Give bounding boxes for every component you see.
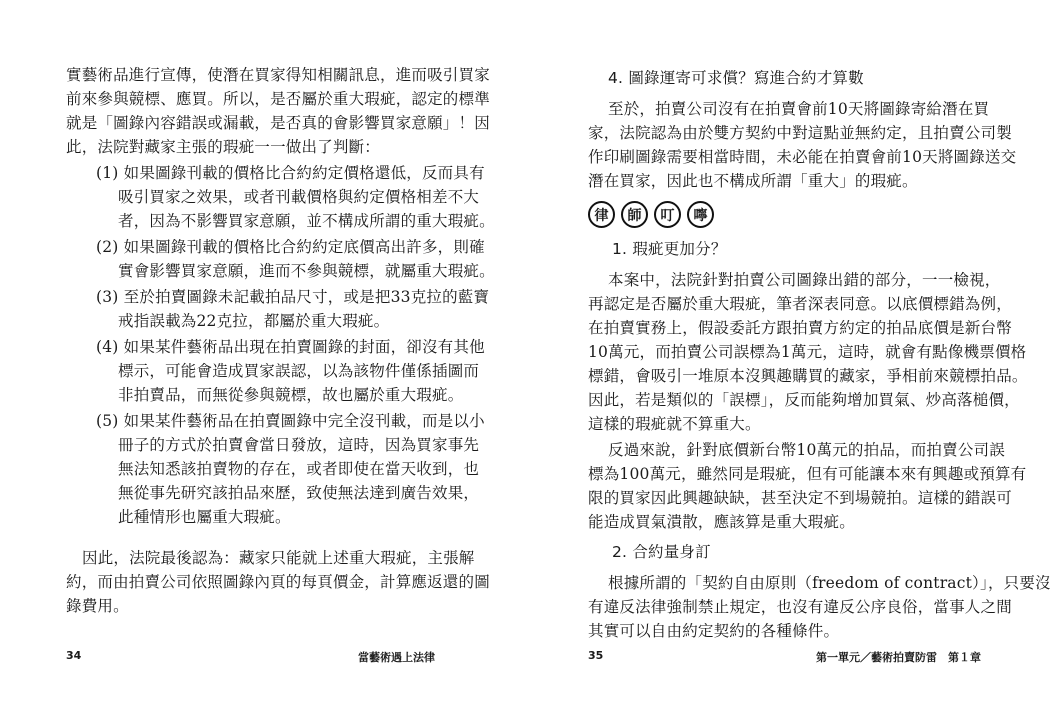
- section-heading: 2. 合約量身訂: [612, 543, 711, 561]
- right-page: [500, 0, 1051, 709]
- text-line: 戒指誤載為22克拉，都屬於重大瑕疵。: [118, 312, 390, 330]
- running-title: 當藝術遇上法律: [358, 651, 435, 664]
- text-line: 其實可以自由約定契約的各種條件。: [588, 622, 840, 640]
- text-line: 者，因為不影響買家意願，並不構成所謂的重大瑕疵。: [118, 212, 495, 230]
- text-line: 在拍賣實務上，假設委託方跟拍賣方約定的拍品底價是新台幣: [588, 319, 1012, 337]
- text-line: 家，法院認為由於雙方契約中對這點並無約定，且拍賣公司製: [588, 124, 1012, 142]
- text-line: 冊子的方式於拍賣會當日發放，這時，因為買家事先: [118, 436, 480, 454]
- list-item-5: (5) 如果某件藝術品在拍賣圖錄中完全沒刊載，而是以小: [96, 412, 485, 430]
- text-line: 前來參與競標、應買。所以，是否屬於重大瑕疵，認定的標準: [66, 90, 490, 108]
- section-heading: 4. 圖錄運寄可求償？寫進合約才算數: [608, 69, 864, 87]
- text-line: 錄費用。: [66, 597, 129, 615]
- text-line: 有違反法律強制禁止規定，也沒有違反公序良俗，當事人之間: [588, 598, 1012, 616]
- text-line: 因此，若是類似的「誤標」，反而能夠增加買氣、炒高落槌價，: [588, 391, 1020, 409]
- page-number: 35: [588, 649, 604, 662]
- text-line: 標示，可能會造成買家誤認，以為該物件僅係插圖而: [118, 362, 480, 380]
- text-line: 根據所謂的「契約自由原則（freedom of contract）」，只要沒: [608, 574, 1051, 592]
- badge-char: 嚀: [687, 201, 714, 228]
- text-line: 潛在買家，因此也不構成所謂「重大」的瑕疵。: [588, 172, 918, 190]
- left-page: [0, 0, 500, 709]
- text-line: 標錯，會吸引一堆原本沒興趣購買的藏家，爭相前來競標拍品。: [588, 367, 1028, 385]
- text-line: 反過來說，針對底價新台幣10萬元的拍品，而拍賣公司誤: [608, 441, 1005, 459]
- text-line: 此種情形也屬重大瑕疵。: [118, 508, 291, 526]
- list-item-3: (3) 至於拍賣圖錄未記載拍品尺寸，或是把33克拉的藍寶: [96, 288, 490, 306]
- text-line: 作印刷圖錄需要相當時間，未必能在拍賣會前10天將圖錄送交: [588, 148, 1017, 166]
- text-line: 10萬元，而拍賣公司誤標為1萬元，這時，就會有點像機票價格: [588, 343, 1027, 361]
- text-line: 實會影響買家意願，進而不參與競標，就屬重大瑕疵。: [118, 262, 495, 280]
- list-item-2: (2) 如果圖錄刊載的價格比合約約定底價高出許多，則確: [96, 238, 485, 256]
- text-line: 本案中，法院針對拍賣公司圖錄出錯的部分，一一檢視，: [608, 271, 1001, 289]
- text-line: 此，法院對藏家主張的瑕疵一一做出了判斷：: [66, 138, 381, 156]
- text-line: 吸引買家之效果，或者刊載價格與約定價格相差不大: [118, 188, 480, 206]
- list-item-4: (4) 如果某件藝術品出現在拍賣圖錄的封面，卻沒有其他: [96, 338, 485, 356]
- lawyer-reminder-badge: [588, 201, 714, 228]
- text-line: 因此，法院最後認為：藏家只能就上述重大瑕疵，主張解: [82, 549, 475, 567]
- list-item-1: (1) 如果圖錄刊載的價格比合約約定價格還低，反而具有: [96, 164, 485, 182]
- running-title: 第一單元／藝術拍賣防雷 第１章: [816, 651, 981, 664]
- section-heading: 1. 瑕疵更加分？: [612, 240, 727, 258]
- page-number: 34: [66, 649, 82, 662]
- text-line: 能造成買氣潰散，應該算是重大瑕疵。: [588, 513, 855, 531]
- text-line: 這樣的瑕疵就不算重大。: [588, 415, 761, 433]
- text-line: 約，而由拍賣公司依照圖錄內頁的每頁價金，計算應返還的圖: [66, 573, 490, 591]
- badge-char: 叮: [654, 201, 681, 228]
- badge-char: 師: [621, 201, 648, 228]
- text-line: 標為100萬元，雖然同是瑕疵，但有可能讓本來有興趣或預算有: [588, 465, 1027, 483]
- text-line: 非拍賣品，而無從參與競標，故也屬於重大瑕疵。: [118, 386, 464, 404]
- badge-char: 律: [588, 201, 615, 228]
- text-line: 至於，拍賣公司沒有在拍賣會前10天將圖錄寄給潛在買: [608, 100, 990, 118]
- text-line: 實藝術品進行宣傳，使潛在買家得知相關訊息，進而吸引買家: [66, 66, 490, 84]
- text-line: 無從事先研究該拍品來歷，致使無法達到廣告效果，: [118, 484, 480, 502]
- text-line: 限的買家因此興趣缺缺，甚至決定不到場競拍。這樣的錯誤可: [588, 489, 1012, 507]
- text-line: 無法知悉該拍賣物的存在，或者即使在當天收到，也: [118, 460, 480, 478]
- text-line: 再認定是否屬於重大瑕疵，筆者深表同意。以底價標錯為例，: [588, 295, 1012, 313]
- text-line: 就是「圖錄內容錯誤或漏載，是否真的會影響買家意願」！因: [66, 114, 490, 132]
